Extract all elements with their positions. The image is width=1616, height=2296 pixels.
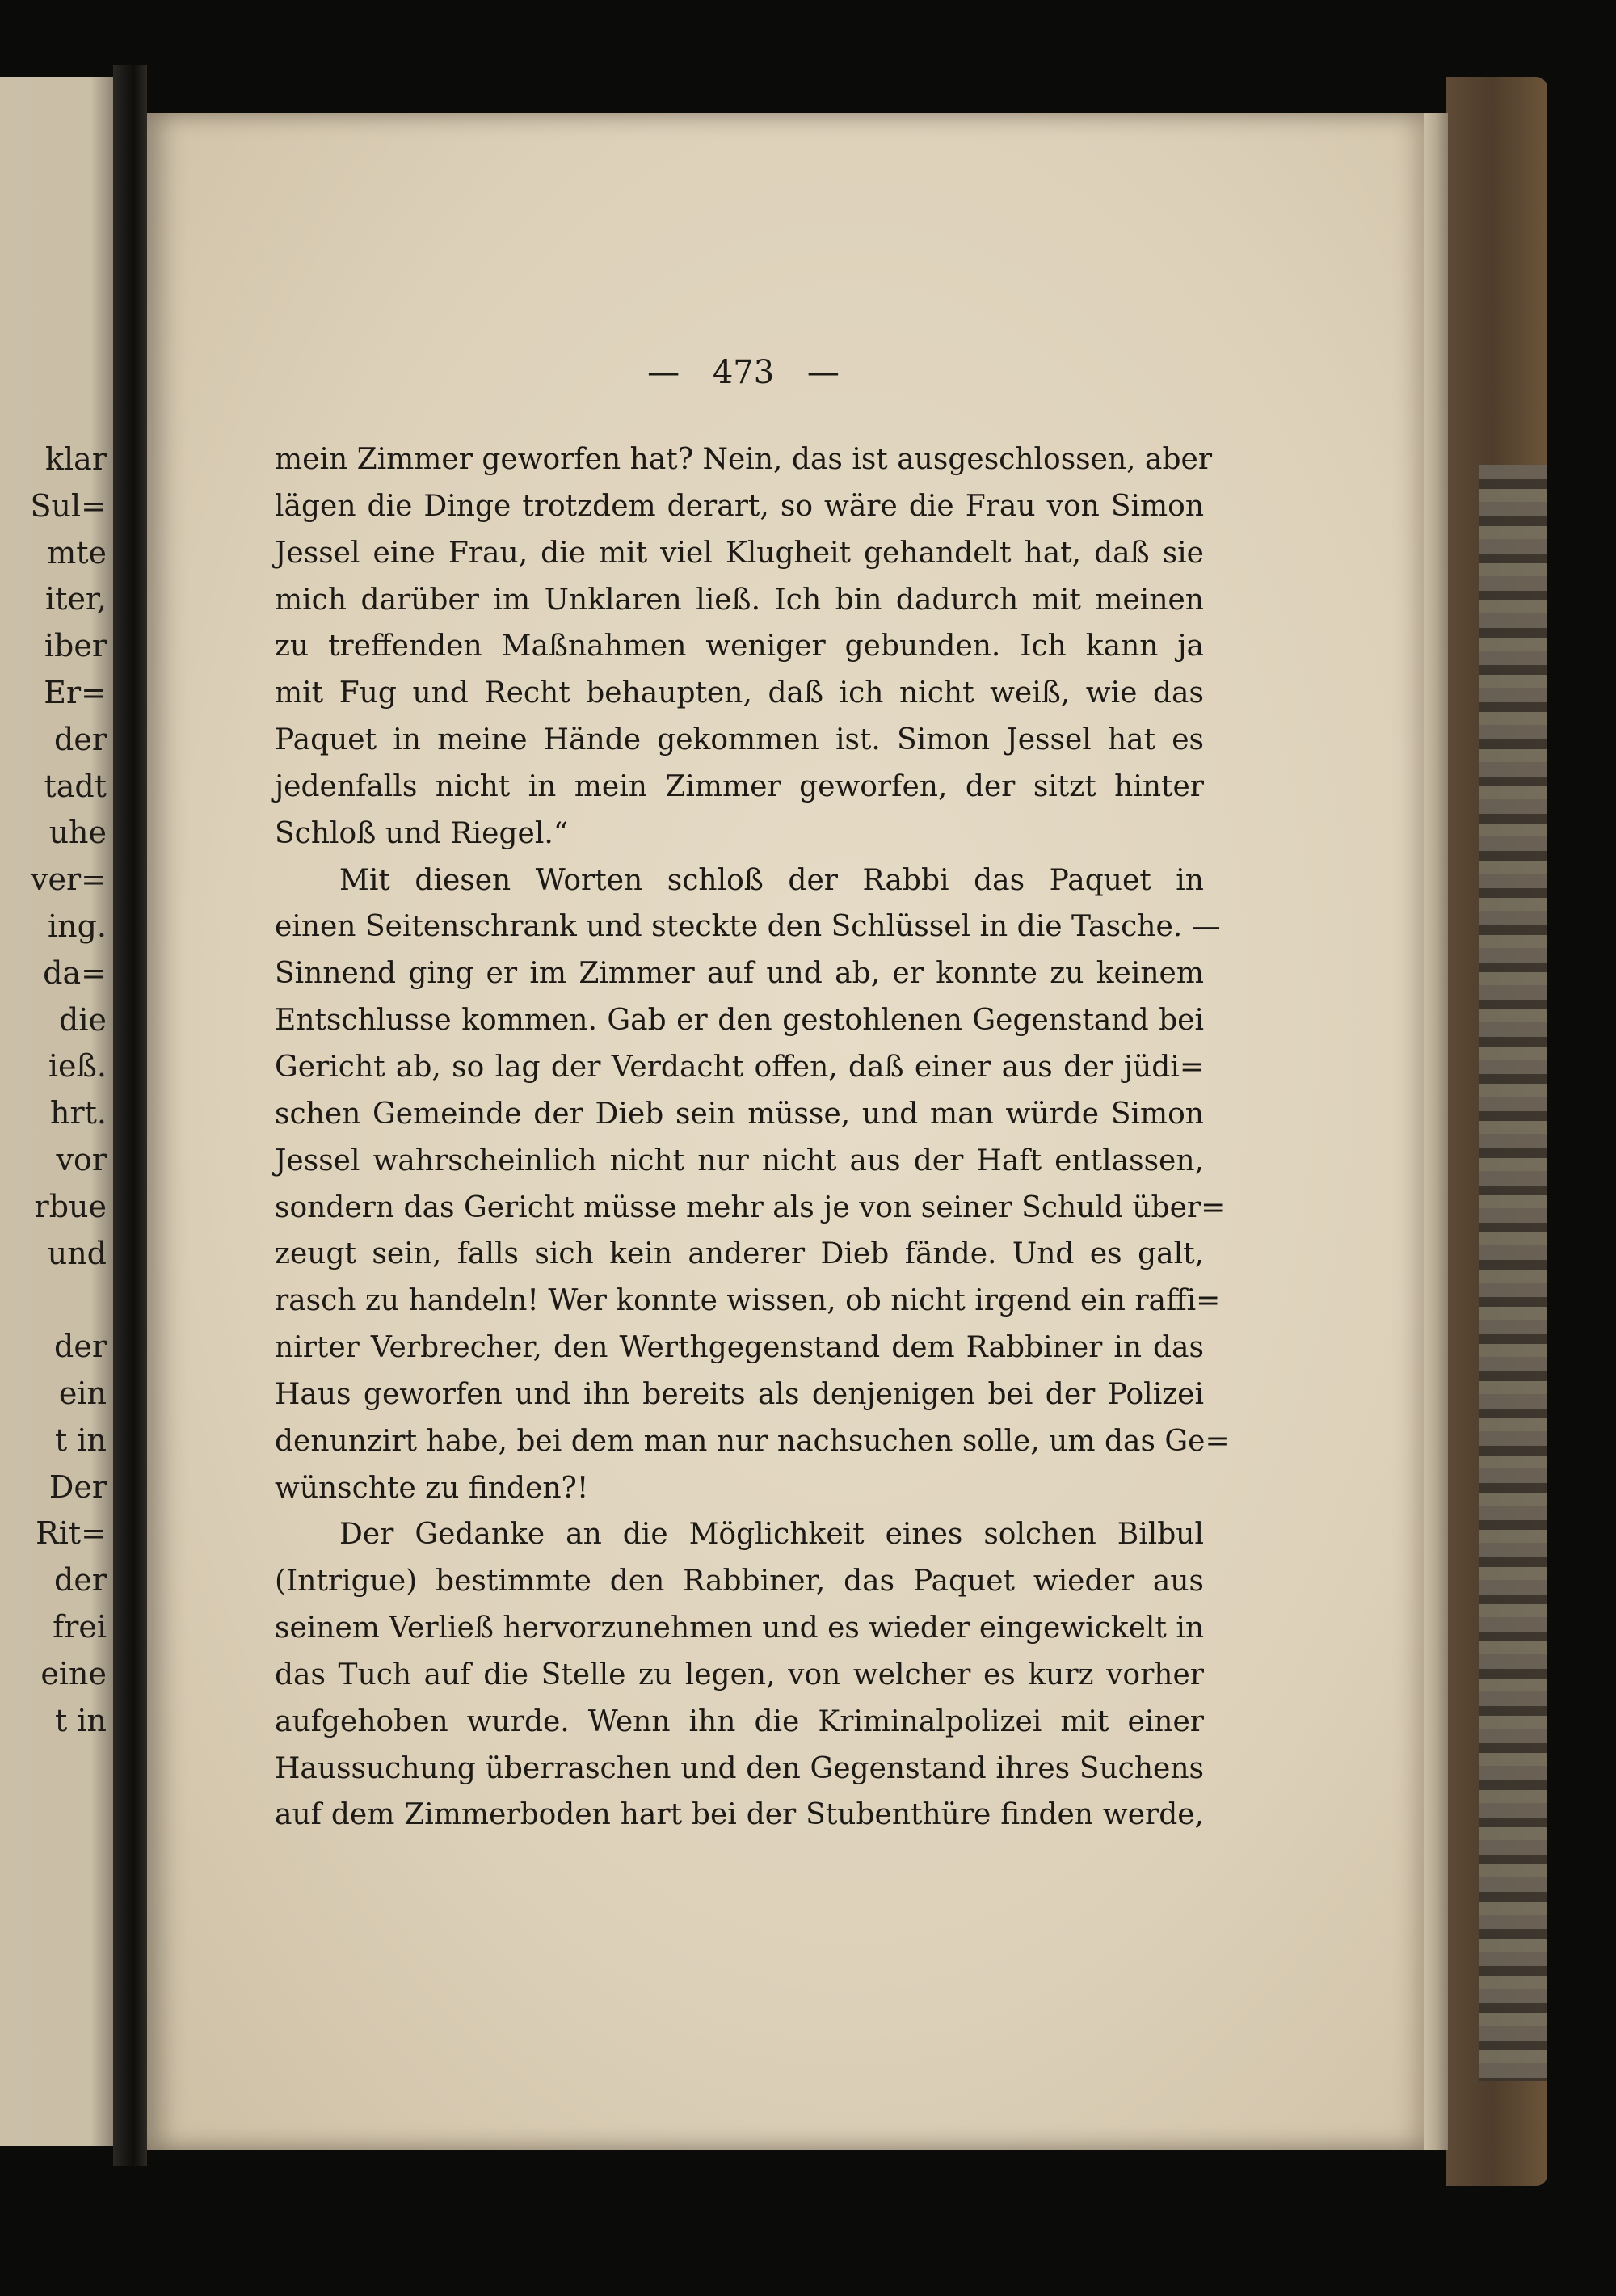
text-line-paragraph-start: Der Gedanke an die Möglichkeit eines solchen Bilbul	[339, 1518, 1204, 1552]
left-fragment: tadt	[44, 768, 107, 804]
page-number: 473	[712, 354, 775, 391]
left-fragment: frei	[53, 1608, 107, 1645]
text-line: Haus geworfen und ihn bereits als denjenigen bei der Polizei	[275, 1377, 1204, 1411]
text-line-paragraph-end: Schloß und Riegel.“	[275, 816, 569, 850]
page-block-edge	[1424, 113, 1448, 2150]
text-line: Sinnend ging er im Zimmer auf und ab, er konnte zu keinem	[275, 957, 1204, 991]
left-fragment: und	[47, 1235, 107, 1271]
text-line: einen Seitenschrank und steckte den Schlüssel in die Tasche. —	[275, 910, 1221, 944]
book-gutter	[113, 65, 147, 2166]
left-fragment: hrt.	[50, 1095, 107, 1131]
left-fragment: Er=	[44, 674, 107, 710]
text-line: zu treffenden Maßnahmen weniger gebunden. Ich kann ja	[275, 630, 1204, 664]
left-fragment: ieß.	[48, 1048, 107, 1085]
text-line: das Tuch auf die Stelle zu legen, von welcher es kurz vorher	[275, 1658, 1204, 1691]
text-line: sondern das Gericht müsse mehr als je von seiner Schuld über=	[275, 1190, 1226, 1224]
text-line-paragraph-end: wünschte zu finden?!	[275, 1471, 589, 1505]
page-number-header	[566, 354, 921, 391]
left-fragment: die	[59, 1001, 107, 1038]
left-fragment: der	[54, 1329, 107, 1365]
left-fragment: mte	[47, 534, 107, 571]
text-line: Gericht ab, so lag der Verdacht offen, daß einer aus der jüdi=	[275, 1050, 1204, 1084]
text-line: rasch zu handeln! Wer konnte wissen, ob nicht irgend ein raffi=	[275, 1284, 1221, 1318]
text-line: Jessel eine Frau, die mit viel Klugheit gehandelt hat, daß sie	[275, 536, 1204, 570]
text-line: zeugt sein, falls sich kein anderer Dieb fände. Und es galt,	[275, 1237, 1204, 1271]
text-line: Entschlusse kommen. Gab er den gestohlenen Gegenstand bei	[275, 1004, 1204, 1038]
left-fragment: t in	[55, 1702, 107, 1738]
text-line: mich darüber im Unklaren ließ. Ich bin dadurch mit meinen	[275, 583, 1204, 617]
left-page	[0, 77, 113, 2146]
text-line: schen Gemeinde der Dieb sein müsse, und man würde Simon	[275, 1097, 1204, 1131]
text-line: Jessel wahrscheinlich nicht nur nicht aus der Haft entlassen,	[275, 1144, 1204, 1177]
left-fragment: iter,	[45, 581, 107, 617]
left-fragment: der	[54, 1562, 107, 1599]
left-fragment: ein	[58, 1375, 107, 1411]
left-fragment: da=	[43, 954, 107, 991]
left-fragment: ing.	[47, 908, 107, 944]
cover-binding-strip	[1479, 465, 1547, 2081]
text-line: jedenfalls nicht in mein Zimmer geworfen, der sitzt hinter	[275, 769, 1204, 803]
left-fragment: uhe	[48, 815, 107, 851]
text-line: lägen die Dinge trotzdem derart, so wäre die Frau von Simon	[275, 489, 1204, 523]
text-line: aufgehoben wurde. Wenn ihn die Kriminalpolizei mit einer	[275, 1704, 1204, 1738]
text-line: Haussuchung überraschen und den Gegenstand ihres Suchens	[275, 1751, 1204, 1785]
left-fragment: Der	[48, 1468, 107, 1505]
text-line: denunzirt habe, bei dem man nur nachsuchen solle, um das Ge=	[275, 1424, 1230, 1458]
text-line: auf dem Zimmerboden hart bei der Stubenthüre finden werde,	[275, 1798, 1204, 1832]
left-fragment: Sul=	[30, 487, 107, 524]
text-line-paragraph-start: Mit diesen Worten schloß der Rabbi das Paquet in	[339, 863, 1204, 897]
text-line: seinem Verließ hervorzunehmen und es wieder eingewickelt in	[275, 1611, 1205, 1645]
left-fragment: t in	[55, 1422, 107, 1458]
left-fragment: der	[54, 721, 107, 757]
left-fragment	[0, 1277, 107, 1324]
text-line: nirter Verbrecher, den Werthgegenstand dem Rabbiner in das	[275, 1331, 1204, 1365]
left-page-text-fragments	[0, 436, 107, 1744]
text-line: (Intrigue) bestimmte den Rabbiner, das Paquet wieder aus	[275, 1565, 1204, 1599]
page-number-dash-left: —	[647, 354, 680, 391]
page-number-dash-right: —	[806, 354, 840, 391]
body-text	[275, 436, 1230, 1839]
left-fragment: ver=	[31, 862, 107, 898]
text-line: mein Zimmer geworfen hat? Nein, das ist ausgeschlossen, aber	[275, 443, 1213, 476]
text-line: Paquet in meine Hände gekommen ist. Simon Jessel hat es	[275, 723, 1204, 757]
left-fragment: rbue	[34, 1188, 107, 1224]
left-fragment: vor	[56, 1141, 107, 1177]
left-fragment: eine	[40, 1655, 107, 1691]
left-fragment: klar	[45, 441, 107, 477]
left-fragment: iber	[44, 628, 107, 664]
text-line: mit Fug und Recht behaupten, daß ich nicht weiß, wie das	[275, 676, 1204, 710]
left-fragment: Rit=	[36, 1515, 107, 1552]
